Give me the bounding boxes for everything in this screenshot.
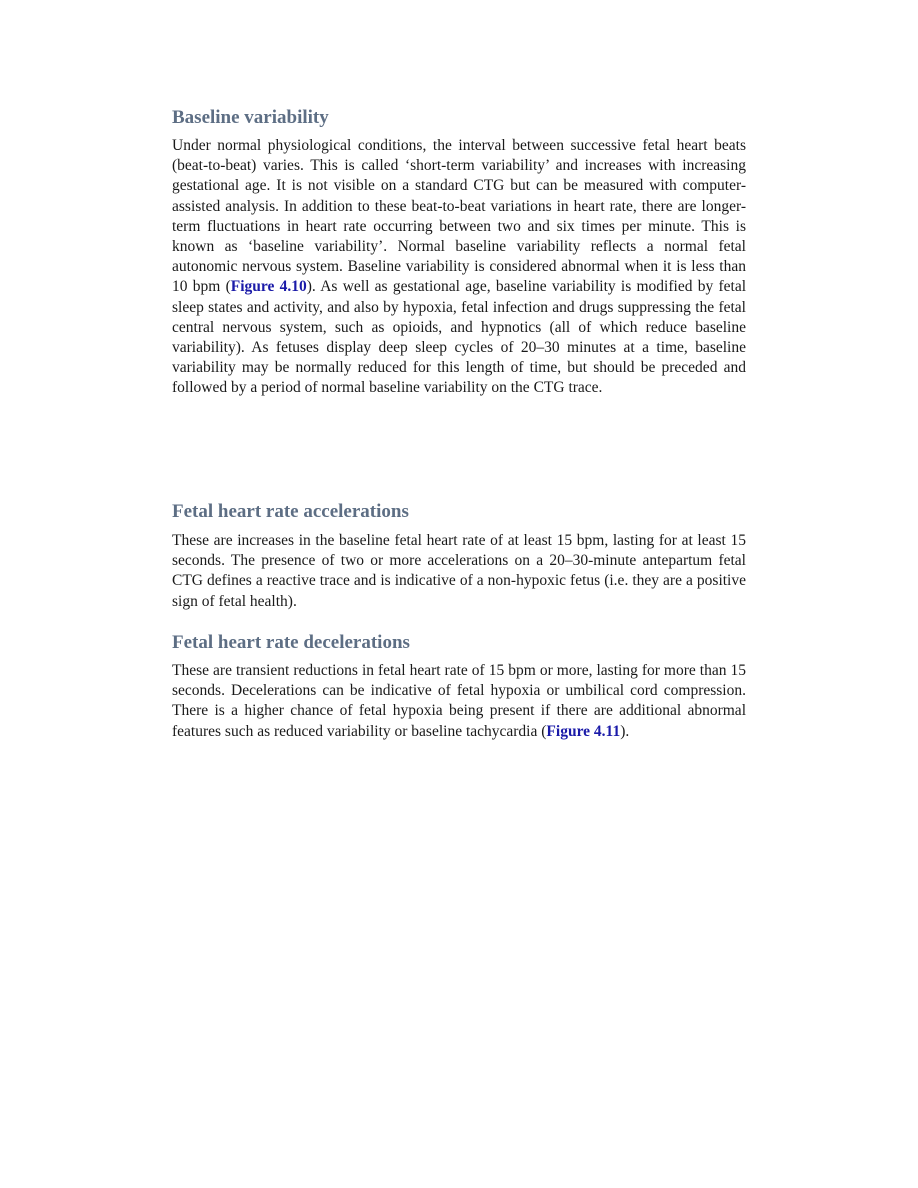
section-paragraph-decelerations bbox=[172, 661, 746, 742]
section-heading-accelerations: Fetal heart rate accelerations bbox=[172, 501, 409, 522]
figure-link[interactable]: Figure 4.10 bbox=[230, 278, 307, 296]
paragraph-text: ). bbox=[620, 722, 630, 740]
section-paragraph-accelerations: These are increases in the baseline fetal heart rate of at least 15 bpm, lasting for at least 15 seconds. The presence of two or more accelerations on a 20–30-minute antepartum fetal CTG defines a reactive trace and is indicative of a non-hypoxic fetus (i.e. they are a positive sign of fetal health). bbox=[172, 532, 746, 610]
paragraph-text: Under normal physiological conditions, the interval between successive fetal heart beats (beat-to-beat) varies. This is called ‘short-term variability’ and increases with increasing gestational age. It is not visible on a standard CTG but can be measured with computer-assisted analysis. In addition to these beat-to-beat variations in heart rate, there are longer-term fluctuations in heart rate occurring between two and six times per minute. This is known as ‘baseline variability’. Normal baseline variability reflects a normal fetal autonomic nervous system. Baseline variability is considered abnormal when it is less than 10 bpm ( bbox=[172, 137, 746, 296]
figure-link[interactable]: Figure 4.11 bbox=[546, 722, 621, 740]
section-paragraph-baseline-variability bbox=[172, 136, 746, 399]
section-heading-decelerations: Fetal heart rate decelerations bbox=[172, 632, 410, 653]
section-heading-baseline-variability: Baseline variability bbox=[172, 107, 329, 128]
paragraph-text: These are transient reductions in fetal heart rate of 15 bpm or more, lasting for more than 15 seconds. Decelerations can be indicative of fetal hypoxia or umbilical cord compression. There is a higher chance of fetal hypoxia being present if there are additional abnormal features such as reduced variability or baseline tachycardia ( bbox=[172, 662, 746, 740]
paragraph-text: ). As well as gestational age, baseline variability is modified by fetal sleep states and activity, and also by hypoxia, fetal infection and drugs suppressing the fetal central nervous system, such as opioids, and hypnotics (all of which reduce baseline variability). As fetuses display deep sleep cycles of 20–30 minutes at a time, baseline variability may be normally reduced for this length of time, but should be preceded and followed by a period of normal baseline variability on the CTG trace. bbox=[172, 278, 747, 397]
